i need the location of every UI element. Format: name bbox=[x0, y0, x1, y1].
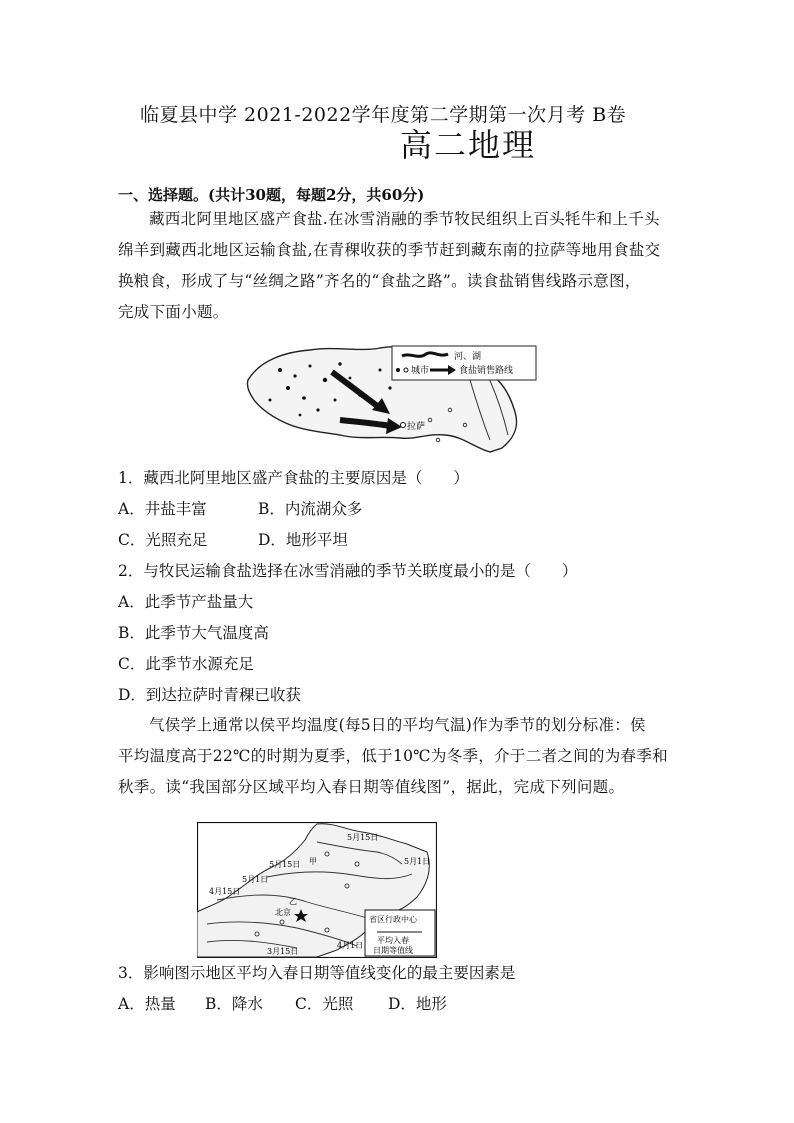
label-may15-mid: 5月15日 bbox=[269, 860, 301, 869]
label-may1-left: 5月1日 bbox=[242, 875, 269, 884]
lhasa-label: 拉萨 bbox=[407, 422, 426, 432]
q3-option-a[interactable]: A．热量 bbox=[118, 995, 176, 1013]
q3-option-c[interactable]: C．光照 bbox=[295, 995, 354, 1013]
q3-option-b[interactable]: B．降水 bbox=[205, 995, 263, 1013]
q2-option-d[interactable]: D．到达拉萨时青稞已收获 bbox=[118, 686, 301, 704]
label-beijing: 北京 bbox=[275, 908, 291, 917]
q1-option-c[interactable]: C．光照充足 bbox=[118, 531, 208, 549]
passage-2-line: 秋季。读“我国部分区域平均入春日期等值线图”，据此，完成下列问题。 bbox=[118, 778, 625, 796]
passage-1-line: 藏西北阿里地区盛产食盐.在冰雪消融的季节牧民组织上百头牦牛和上千头 bbox=[149, 210, 660, 228]
q2-option-b[interactable]: B．此季节大气温度高 bbox=[118, 624, 269, 642]
passage-1-line: 完成下面小题。 bbox=[118, 303, 229, 321]
passage-1 bbox=[118, 204, 678, 328]
q1-option-a[interactable]: A．井盐丰富 bbox=[118, 500, 207, 518]
label-mar15: 3月15日 bbox=[267, 947, 299, 956]
label-jia: 甲 bbox=[309, 857, 317, 866]
legend-isoline-line2: 日期等值线 bbox=[373, 946, 413, 955]
passage-2-line: 气侯学上通常以侯平均温度(每5日的平均气温)作为季节的划分标准：侯 bbox=[149, 716, 646, 734]
question-2-stem: 2．与牧民运输食盐选择在冰雪消融的季节关联度最小的是（ ） bbox=[118, 562, 578, 580]
passage-2-line: 平均温度高于22℃的时期为夏季，低于10℃为冬季，介于二者之间的为春季和 bbox=[118, 747, 668, 765]
section-heading: 一、选择题。(共计30题，每题2分，共60分) bbox=[118, 186, 425, 204]
legend-isoline-line1: 平均入春 bbox=[377, 936, 409, 945]
q3-option-d[interactable]: D．地形 bbox=[388, 995, 447, 1013]
q2-option-a[interactable]: A．此季节产盐量大 bbox=[118, 593, 254, 611]
label-may15-top: 5月15日 bbox=[347, 833, 379, 842]
label-apr15: 4月15日 bbox=[209, 887, 241, 896]
salt-route-map bbox=[240, 340, 540, 455]
spring-onset-isoline-map bbox=[197, 822, 437, 958]
legend-river-lake: 河、湖 bbox=[454, 352, 482, 362]
q1-option-b[interactable]: B．内流湖众多 bbox=[258, 500, 363, 518]
passage-2 bbox=[118, 710, 678, 803]
q1-option-d[interactable]: D．地形平坦 bbox=[258, 531, 348, 549]
legend-route: 食盐销售路线 bbox=[459, 366, 514, 376]
question-3-stem: 3．影响图示地区平均入春日期等值线变化的最主要因素是 bbox=[118, 964, 516, 982]
label-yi: 乙 bbox=[289, 897, 297, 906]
label-apr1: 4月1日 bbox=[337, 941, 364, 950]
passage-1-line: 绵羊到藏西北地区运输食盐,在青稞收获的季节赶到藏东南的拉萨等地用食盐交 bbox=[118, 241, 661, 259]
passage-1-line: 换粮食，形成了与“丝绸之路”齐名的“食盐之路”。读食盐销售线路示意图， bbox=[118, 272, 641, 290]
legend-center: 省区行政中心 bbox=[369, 915, 417, 924]
exam-title: 临夏县中学 2021-2022学年度第二学期第一次月考 B卷 bbox=[140, 104, 627, 126]
question-1-stem: 1．藏西北阿里地区盛产食盐的主要原因是（ ） bbox=[118, 469, 469, 487]
q2-option-c[interactable]: C．此季节水源充足 bbox=[118, 655, 254, 673]
lhasa-city bbox=[401, 423, 406, 428]
legend-city: 城市 bbox=[411, 366, 430, 376]
subject-title: 高二地理 bbox=[400, 126, 537, 164]
label-may1-right: 5月1日 bbox=[404, 857, 431, 866]
